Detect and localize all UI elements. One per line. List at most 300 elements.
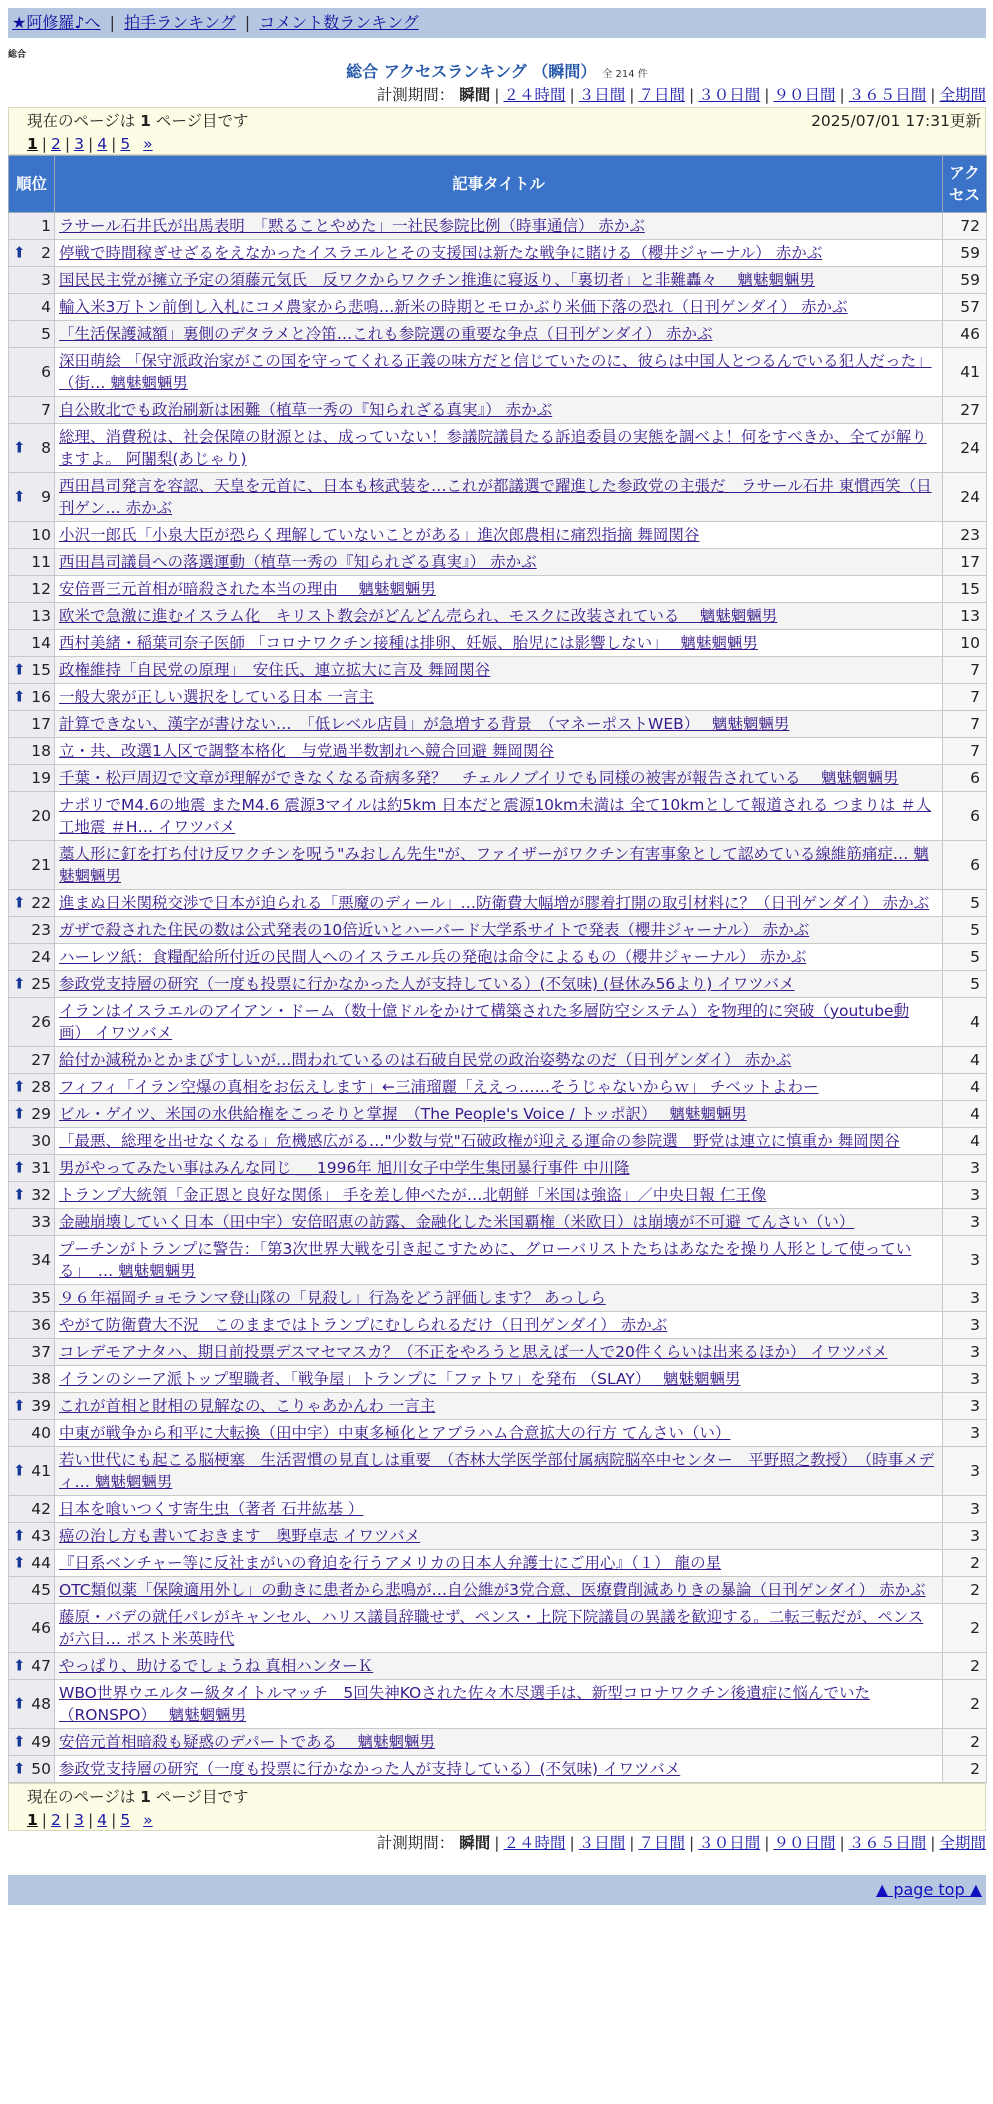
period-link[interactable]: ３６５日間 [848, 86, 927, 104]
rank-number: 39 [31, 1397, 51, 1415]
article-link[interactable]: ナポリでM4.6の地震 またM4.6 震源3マイルは約5km 日本だと震源10km未満は 全て10kmとして報道される つまりは ＃人工地震 ＃H… イワツバメ [59, 796, 932, 836]
table-row [9, 1285, 987, 1312]
up-arrow-icon: ⬆ [13, 1759, 26, 1778]
access-count: 15 [943, 576, 987, 603]
up-arrow-icon: ⬆ [13, 1104, 26, 1123]
rank-number: 49 [31, 1733, 51, 1751]
period-separator: | [839, 1834, 845, 1852]
article-link[interactable]: 深田萌絵 「保守派政治家がこの国を守ってくれる正義の味方だと信じていたのに、彼らは中国人とつるんでいる犯人だった」（街… 魑魅魍魎男 [59, 352, 932, 392]
rank-cell [9, 998, 55, 1047]
article-link[interactable]: 総理、消費税は、社会保障の財源とは、成っていない！参議院議員たる訴追委員の実態を調べよ！何をすべきか、全てが解りますよ。 阿闍梨(あじゃり) [59, 428, 927, 468]
rank-cell [9, 917, 55, 944]
access-count: 6 [943, 841, 987, 890]
period-separator: | [494, 1834, 500, 1852]
title-cell [55, 1101, 943, 1128]
title-cell [55, 522, 943, 549]
up-arrow-icon: ⬆ [13, 1526, 26, 1545]
access-count: 4 [943, 1101, 987, 1128]
article-link[interactable]: 一般大衆が正しい選択をしている日本 一言主 [59, 688, 374, 706]
article-link[interactable]: コレデモアナタハ、期日前投票デスマセマスカ？（不正をやろうと思えば一人で20件くらいは出来るほか） イワツバメ [59, 1343, 888, 1361]
access-count: 5 [943, 890, 987, 917]
table-row [9, 792, 987, 841]
rank-cell [9, 944, 55, 971]
access-count: 2 [943, 1680, 987, 1729]
rank-number: 16 [31, 688, 51, 706]
rank-number: 21 [31, 856, 51, 874]
access-count: 23 [943, 522, 987, 549]
pager-current-number: 1 [140, 112, 151, 130]
article-link[interactable]: 癌の治し方も書いておきます 奥野卓志 イワツバメ [59, 1527, 421, 1545]
title-cell [55, 738, 943, 765]
access-count: 5 [943, 971, 987, 998]
article-link[interactable]: 『日系ベンチャー等に反社まがいの脅迫を行うアメリカの日本人弁護士にご用心』（１） 龍の星 [59, 1554, 722, 1572]
access-count: 2 [943, 1756, 987, 1783]
article-link[interactable]: 立・共、改選1人区で調整本格化 与党過半数割れへ競合回避 舞岡関谷 [59, 742, 554, 760]
up-arrow-icon: ⬆ [13, 243, 26, 262]
period-link[interactable]: ７日間 [638, 1834, 685, 1852]
title-cell [55, 1366, 943, 1393]
title-cell [55, 890, 943, 917]
article-link[interactable]: 安倍元首相暗殺も疑惑のデパートである 魑魅魍魎男 [59, 1733, 435, 1751]
rank-number: 42 [31, 1500, 51, 1518]
title-cell [55, 603, 943, 630]
rank-number: 2 [41, 244, 51, 262]
page-link[interactable]: 2 [51, 1811, 61, 1829]
access-count: 3 [943, 1496, 987, 1523]
access-count: 5 [943, 917, 987, 944]
table-row [9, 1209, 987, 1236]
rank-cell [9, 765, 55, 792]
table-header-row [9, 156, 987, 213]
table-row [9, 684, 987, 711]
pager-text: ページ目です [150, 1788, 249, 1806]
article-link[interactable]: 輸入米3万トン前倒し入札にコメ農家から悲鳴…新米の時期とモロかぶり米価下落の恐れ（日刊ゲンダイ） 赤かぶ [59, 298, 848, 316]
article-link[interactable]: イランはイスラエルのアイアン・ドーム（数十億ドルをかけて構築された多層防空システム）を物理的に突破（youtube動画） イワツバメ [59, 1002, 910, 1042]
rank-cell [9, 1729, 55, 1756]
access-count: 2 [943, 1653, 987, 1680]
rank-cell [9, 1653, 55, 1680]
article-link[interactable]: 男がやってみたい事はみんな同じ ＿ 1996年 旭川女子中学生集団暴行事件 中川隆 [59, 1159, 630, 1177]
article-link[interactable]: 西田昌司発言を容認、天皇を元首に、日本も核武装を…これが都議選で躍進した参政党の主張だ ラサール石井 東慣西笑（日刊ゲン… 赤かぶ [59, 477, 932, 517]
rank-number: 46 [31, 1619, 51, 1637]
table-row [9, 841, 987, 890]
period-separator: | [764, 1834, 770, 1852]
rank-cell [9, 424, 55, 473]
rank-number: 1 [41, 217, 51, 235]
page-link[interactable]: 2 [51, 135, 61, 153]
title-cell [55, 473, 943, 522]
title-cell [55, 792, 943, 841]
access-count: 41 [943, 348, 987, 397]
title-cell [55, 917, 943, 944]
rank-number: 30 [31, 1132, 51, 1150]
article-link[interactable]: 欧米で急激に進むイスラム化 キリスト教会がどんどん売られ、モスクに改装されている 魑魅魍魎男 [59, 607, 778, 625]
rank-cell [9, 1577, 55, 1604]
home-link[interactable]: ★阿修羅♪へ [12, 13, 101, 32]
table-row [9, 1523, 987, 1550]
article-link[interactable]: ９６年福岡チョモランマ登山隊の「見殺し」行為をどう評価します？ あっしら [59, 1289, 606, 1307]
article-link[interactable]: 参政党支持層の研究（一度も投票に行かなかった人が支持している）(不気味) (昼休み56より) イワツバメ [59, 975, 795, 993]
article-link[interactable]: フィフィ「イラン空爆の真相をお伝えします」←三浦瑠麗「ええっ……そうじゃないからｗ」 チベットよわー [59, 1078, 819, 1096]
access-count: 6 [943, 765, 987, 792]
article-link[interactable]: 西田昌司議員への落選運動（植草一秀の『知られざる真実』） 赤かぶ [59, 553, 537, 571]
article-link[interactable]: 参政党支持層の研究（一度も投票に行かなかった人が支持している）(不気味) イワツバメ [59, 1760, 681, 1778]
table-row [9, 294, 987, 321]
title-cell [55, 1393, 943, 1420]
title-cell [55, 1550, 943, 1577]
rank-cell [9, 348, 55, 397]
article-link[interactable]: 西村美緒・稲葉司奈子医師 「コロナワクチン接種は排卵、妊娠、胎児には影響しない」 魑魅魍魎男 [59, 634, 758, 652]
period-separator: | [930, 86, 936, 104]
table-row [9, 1312, 987, 1339]
period-link[interactable]: ９０日間 [773, 86, 836, 104]
page-link[interactable]: 4 [97, 1811, 108, 1829]
access-count: 4 [943, 1047, 987, 1074]
access-count: 3 [943, 1312, 987, 1339]
period-link[interactable]: 全期間 [939, 1834, 986, 1852]
access-count: 3 [943, 1393, 987, 1420]
up-arrow-icon: ⬆ [13, 438, 26, 457]
rank-number: 34 [31, 1251, 51, 1269]
table-row [9, 765, 987, 792]
title-cell [55, 1420, 943, 1447]
table-row [9, 630, 987, 657]
page-link[interactable]: 5 [120, 135, 131, 153]
up-arrow-icon: ⬆ [13, 1396, 26, 1415]
access-count: 17 [943, 549, 987, 576]
rank-number: 38 [31, 1370, 51, 1388]
access-count: 2 [943, 1729, 987, 1756]
title-cell [55, 711, 943, 738]
rank-header: 順位 [9, 156, 55, 213]
access-count: 7 [943, 684, 987, 711]
up-arrow-icon: ⬆ [13, 687, 26, 706]
applause-ranking-link[interactable]: 拍手ランキング [124, 13, 236, 32]
table-row [9, 424, 987, 473]
article-link[interactable]: 金融崩壊していく日本（田中宇）安倍昭恵の訪露、金融化した米国覇権（米欧日）は崩壊が不可避 てんさい（い） [59, 1213, 855, 1231]
title-cell [55, 1756, 943, 1783]
period-separator: | [569, 86, 575, 104]
table-row [9, 1604, 987, 1653]
period-link[interactable]: ３０日間 [698, 86, 761, 104]
table-row [9, 1756, 987, 1783]
period-current: 瞬間 [459, 1834, 491, 1852]
table-row [9, 348, 987, 397]
table-row [9, 917, 987, 944]
rank-number: 26 [31, 1013, 51, 1031]
title-cell [55, 1496, 943, 1523]
period-link[interactable]: 全期間 [939, 86, 986, 104]
rank-number: 45 [31, 1581, 51, 1599]
table-row [9, 1101, 987, 1128]
rank-cell [9, 1756, 55, 1783]
bottom-bar [8, 1875, 986, 1905]
title-cell [55, 1447, 943, 1496]
article-link[interactable]: 日本を喰いつくす寄生虫（著者 石井紘基 ） [59, 1500, 364, 1518]
rank-cell [9, 522, 55, 549]
article-link[interactable]: イランのシーア派トップ聖職者、「戦争屋」トランプに「ファトワ」を発布 （SLAY） 魑魅魍魎男 [59, 1370, 741, 1388]
rank-number: 9 [41, 488, 51, 506]
ranking-body [9, 213, 987, 1783]
up-arrow-icon: ⬆ [13, 1077, 26, 1096]
rank-number: 50 [31, 1760, 51, 1778]
rank-cell [9, 1182, 55, 1209]
article-link[interactable]: ガザで殺された住民の数は公式発表の10倍近いとハーバード大学系サイトで発表（櫻井ジャーナル） 赤かぶ [59, 921, 810, 939]
article-link[interactable]: プーチンがトランプに警告：「第3次世界大戦を引き起こすために、グローバリストたちはあなたを操り人形として使っている」 … 魑魅魍魎男 [59, 1240, 912, 1280]
rank-number: 36 [31, 1316, 51, 1334]
article-link[interactable]: 藤原・バデの就任パレがキャンセル、ハリス議員辞職せず、ペンス・上院下院議員の異議を歓迎する。二転三転だが、ペンスが六日… ポスト米英時代 [59, 1608, 924, 1648]
page-link[interactable]: 4 [97, 135, 108, 153]
article-link[interactable]: 「生活保護減額」裏側のデタラメと冷笛…これも参院選の重要な争点（日刊ゲンダイ） 赤かぶ [59, 325, 713, 343]
title-cell [55, 576, 943, 603]
title-cell [55, 1653, 943, 1680]
access-count: 3 [943, 1447, 987, 1496]
article-link[interactable]: 政権維持「自民党の原理」 安住氏、連立拡大に言及 舞岡関谷 [59, 661, 491, 679]
period-link[interactable]: ３日間 [578, 86, 626, 104]
page-separator: | [64, 1811, 71, 1829]
up-arrow-icon: ⬆ [13, 1732, 26, 1751]
table-row [9, 603, 987, 630]
article-link[interactable]: やがて防衛費大不況 このままではトランプにむしられるだけ（日刊ゲンダイ） 赤かぶ [59, 1316, 668, 1334]
rank-cell [9, 213, 55, 240]
up-arrow-icon: ⬆ [13, 1461, 26, 1480]
table-row [9, 738, 987, 765]
access-count: 59 [943, 240, 987, 267]
rank-cell [9, 630, 55, 657]
access-count: 5 [943, 944, 987, 971]
period-link[interactable]: ２４時間 [503, 1834, 566, 1852]
rank-number: 8 [41, 439, 51, 457]
article-link[interactable]: 中東が戦争から和平に大転換（田中宇）中東多極化とアブラハム合意拡大の行方 てんさい（い） [59, 1424, 731, 1442]
rank-number: 12 [31, 580, 51, 598]
page-current: 1 [27, 135, 38, 153]
period-separator: | [930, 1834, 936, 1852]
table-row [9, 267, 987, 294]
access-count: 3 [943, 1366, 987, 1393]
period-label: 計測期間： [376, 1834, 455, 1852]
title-cell [55, 549, 943, 576]
rank-cell [9, 1047, 55, 1074]
article-link[interactable]: やっぱり、助けるでしょうね 真相ハンターＫ [59, 1657, 374, 1675]
rank-number: 48 [31, 1695, 51, 1713]
article-link[interactable]: 給付か減税かとかまびすしいが…問われているのは石破自民党の政治姿勢なのだ（日刊ゲンダイ） 赤かぶ [59, 1051, 792, 1069]
title-cell [55, 1047, 943, 1074]
rank-number: 41 [31, 1462, 51, 1480]
title-cell [55, 1577, 943, 1604]
next-page-link[interactable]: » [143, 135, 153, 153]
pager-text: 現在のページは [27, 1788, 141, 1806]
rank-cell [9, 1128, 55, 1155]
table-row [9, 321, 987, 348]
article-link[interactable]: 安倍晋三元首相が暗殺された本当の理由 魑魅魍魎男 [59, 580, 436, 598]
rank-cell [9, 267, 55, 294]
rank-number: 5 [41, 325, 51, 343]
title-cell [55, 1604, 943, 1653]
article-link[interactable]: ラサール石井氏が出馬表明 「黙ることやめた」一社民参院比例（時事通信） 赤かぶ [59, 217, 645, 235]
period-separator: | [494, 86, 500, 104]
rank-cell [9, 1285, 55, 1312]
article-link[interactable]: これが首相と財相の見解なの、こりゃあかんわ 一言主 [59, 1397, 436, 1415]
article-link[interactable]: 小沢一郎氏「小泉大臣が恐らく理解していないことがある」進次郎農相に痛烈指摘 舞岡関谷 [59, 526, 700, 544]
article-link[interactable]: 計算できない、漢字が書けない… 「低レベル店員」が急増する背景 （マネーポストWEB） 魑魅魍魎男 [59, 715, 790, 733]
page-link[interactable]: 5 [120, 1811, 131, 1829]
table-row [9, 1577, 987, 1604]
rank-cell [9, 1393, 55, 1420]
title-cell [55, 348, 943, 397]
pager-bottom [8, 1783, 986, 1831]
title-cell [55, 1155, 943, 1182]
access-count: 24 [943, 473, 987, 522]
rank-cell [9, 657, 55, 684]
article-link[interactable]: 自公敗北でも政治刷新は困難（植草一秀の『知られざる真実』） 赤かぶ [59, 401, 553, 419]
period-separator: | [839, 86, 845, 104]
page-links [27, 1809, 977, 1832]
period-current: 瞬間 [459, 86, 491, 104]
article-link[interactable]: 藁人形に釘を打ち付け反ワクチンを呪う"みおしん先生"が、ファイザーがワクチン有害事象として認めている線維筋痛症… 魑魅魍魎男 [59, 845, 929, 885]
title-cell [55, 1236, 943, 1285]
up-arrow-icon: ⬆ [13, 660, 26, 679]
article-link[interactable]: ビル・ゲイツ、米国の水供給権をこっそりと掌握 （The People's Voice / トッポ訳） 魑魅魍魎男 [59, 1105, 747, 1123]
rank-cell [9, 971, 55, 998]
article-link[interactable]: 千葉・松戸周辺で文章が理解ができなくなる奇病多発？ チェルノブイリでも同様の被害が報告されている 魑魅魍魎男 [59, 769, 899, 787]
rank-cell [9, 1339, 55, 1366]
page-link[interactable]: 3 [74, 135, 85, 153]
page-links [27, 133, 977, 156]
article-link[interactable]: トランプ大統領「金正恩と良好な関係」 手を差し伸べたが…北朝鮮「米国は強盗」／中央日報 仁王像 [59, 1186, 767, 1204]
rank-number: 14 [31, 634, 51, 652]
rank-cell [9, 549, 55, 576]
rank-number: 31 [31, 1159, 51, 1177]
next-page-link[interactable]: » [143, 1811, 153, 1829]
table-row [9, 944, 987, 971]
rank-cell [9, 240, 55, 267]
period-separator: | [629, 86, 635, 104]
page-title [8, 61, 986, 83]
article-link[interactable]: OTC類似薬「保険適用外し」の動きに患者から悲鳴が…自公維が3党合意、医療費削減ありきの暴論（日刊ゲンダイ） 赤かぶ [59, 1581, 926, 1599]
page-separator: | [41, 135, 48, 153]
table-row [9, 971, 987, 998]
title-cell [55, 397, 943, 424]
rank-number: 13 [31, 607, 51, 625]
rank-number: 7 [41, 401, 51, 419]
title-cell [55, 944, 943, 971]
article-link[interactable]: 「最悪、総理を出せなくなる」危機感広がる…"少数与党"石破政権が迎える運命の参院選 野党は連立に慎重か 舞岡関谷 [59, 1132, 900, 1150]
period-link[interactable]: ７日間 [638, 86, 685, 104]
rank-number: 43 [31, 1527, 51, 1545]
table-row [9, 1155, 987, 1182]
page-separator: | [111, 1811, 117, 1829]
rank-number: 17 [31, 715, 51, 733]
up-arrow-icon: ⬆ [13, 487, 26, 506]
access-count: 6 [943, 792, 987, 841]
rank-number: 11 [31, 553, 51, 571]
title-cell [55, 424, 943, 473]
rank-number: 18 [31, 742, 51, 760]
period-link[interactable]: ９０日間 [773, 1834, 836, 1852]
article-link[interactable]: ハーレツ紙：食糧配給所付近の民間人へのイスラエル兵の発砲は命令によるもの（櫻井ジャーナル） 赤かぶ [59, 948, 807, 966]
rank-cell [9, 397, 55, 424]
access-count: 72 [943, 213, 987, 240]
title-cell [55, 1128, 943, 1155]
page-separator [134, 135, 139, 153]
table-row [9, 240, 987, 267]
title-cell [55, 971, 943, 998]
access-count: 4 [943, 998, 987, 1047]
rank-number: 47 [31, 1657, 51, 1675]
ranking-table [8, 155, 987, 1783]
title-cell [55, 1680, 943, 1729]
article-link[interactable]: 国民民主党が擁立予定の須藤元気氏 反ワクからワクチン推進に寝返り、「裏切者」と非難轟々 魑魅魍魎男 [59, 271, 815, 289]
access-count: 59 [943, 267, 987, 294]
rank-number: 6 [41, 363, 51, 381]
rank-number: 4 [41, 298, 51, 316]
pager-text: 現在のページは [27, 112, 141, 130]
comment-ranking-link[interactable]: コメント数ランキング [259, 13, 419, 32]
page-link[interactable]: 3 [74, 1811, 85, 1829]
article-link[interactable]: WBO世界ウエルター級タイトルマッチ 5回失神KOされた佐々木尽選手は、新型コロナワクチン後遺症に悩んでいた（RONSPO） 魑魅魍魎男 [59, 1684, 870, 1724]
access-header: アクセス [943, 156, 987, 213]
page-separator: | [88, 1811, 94, 1829]
access-count: 13 [943, 603, 987, 630]
rank-cell [9, 1447, 55, 1496]
rank-number: 24 [31, 948, 51, 966]
access-count: 57 [943, 294, 987, 321]
period-separator: | [569, 1834, 575, 1852]
rank-number: 20 [31, 807, 51, 825]
title-cell [55, 294, 943, 321]
title-cell [55, 267, 943, 294]
total-count: 全 214 件 [602, 69, 648, 80]
rank-cell [9, 1155, 55, 1182]
title-cell [55, 841, 943, 890]
article-link[interactable]: 進まぬ日米関税交渉で日本が迫られる「悪魔のディール」…防衛費大幅増が膠着打開の取引材料に？（日刊ゲンダイ） 赤かぶ [59, 894, 930, 912]
table-row [9, 1447, 987, 1496]
rank-cell [9, 603, 55, 630]
page-top-link[interactable]: ▲ page top ▲ [875, 1880, 982, 1899]
access-count: 7 [943, 711, 987, 738]
article-link[interactable]: 停戦で時間稼ぎせざるをえなかったイスラエルとその支援国は新たな戦争に賭ける（櫻井ジャーナル） 赤かぶ [59, 244, 823, 262]
period-link[interactable]: ３０日間 [698, 1834, 761, 1852]
top-nav [8, 8, 986, 38]
page-current: 1 [27, 1811, 38, 1829]
title-cell [55, 657, 943, 684]
up-arrow-icon: ⬆ [13, 1553, 26, 1572]
period-link[interactable]: ２４時間 [503, 86, 566, 104]
period-separator: | [689, 86, 695, 104]
title-cell [55, 321, 943, 348]
rank-cell [9, 841, 55, 890]
access-count: 24 [943, 424, 987, 473]
rank-cell [9, 1523, 55, 1550]
table-row [9, 890, 987, 917]
period-link[interactable]: ３日間 [578, 1834, 626, 1852]
access-count: 3 [943, 1155, 987, 1182]
title-cell [55, 1339, 943, 1366]
access-count: 2 [943, 1550, 987, 1577]
title-cell [55, 213, 943, 240]
article-link[interactable]: 若い世代にも起こる脳梗塞 生活習慣の見直しは重要 （杏林大学医学部付属病院脳卒中センター 平野照之教授） （時事メディ… 魑魅魍魎男 [59, 1451, 935, 1491]
pager-top [8, 107, 986, 155]
table-row [9, 522, 987, 549]
access-count: 7 [943, 657, 987, 684]
pager-current-number: 1 [140, 1788, 151, 1806]
category-label: 総合 [8, 50, 27, 60]
rank-cell [9, 1101, 55, 1128]
access-count: 3 [943, 1209, 987, 1236]
up-arrow-icon: ⬆ [13, 974, 26, 993]
period-link[interactable]: ３６５日間 [848, 1834, 927, 1852]
title-cell [55, 1182, 943, 1209]
